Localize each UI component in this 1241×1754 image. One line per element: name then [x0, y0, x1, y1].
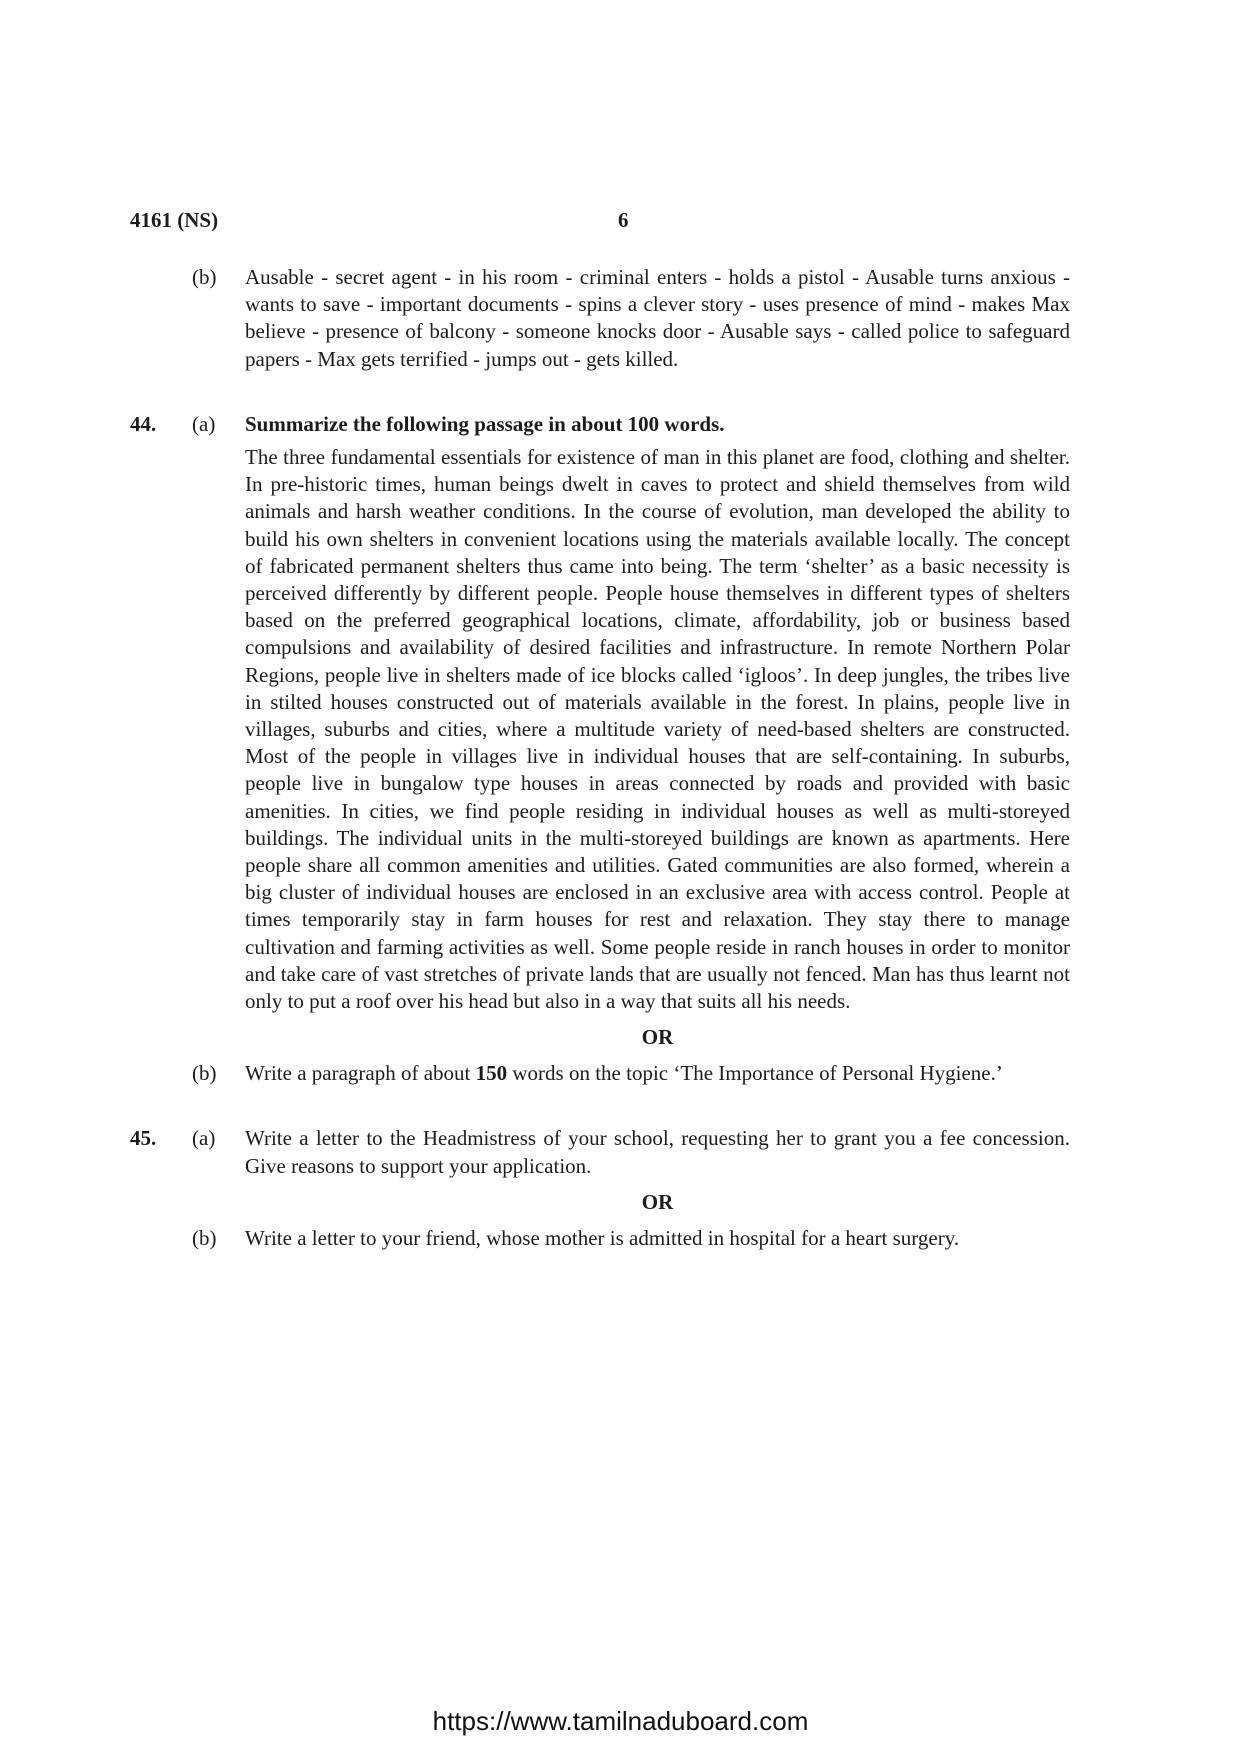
question-heading: Summarize the following passage in about 100 words.: [245, 411, 725, 436]
part-label: (a): [192, 1126, 216, 1151]
question-text: Write a letter to your friend, whose mother is admitted in hospital for a heart surgery.: [245, 1225, 960, 1250]
question-45a: [130, 1125, 1070, 1179]
question-number: 45.: [130, 1126, 157, 1151]
question-text: Write a letter to the Headmistress of your school, requesting her to grant you a fee concession. Give reasons to support your application.: [245, 1126, 1070, 1178]
question-45b: [130, 1225, 1070, 1252]
footer-url: https://www.tamilnaduboard.com: [432, 1706, 809, 1736]
question-content: [130, 264, 1070, 1252]
part-label: (b): [192, 1225, 217, 1250]
question-number: 44.: [130, 411, 157, 436]
part-label: (a): [192, 411, 216, 436]
word-count: 150: [475, 1061, 508, 1086]
text-segment: Write a paragraph of about: [245, 1061, 476, 1086]
or-separator: OR: [641, 1025, 674, 1050]
passage-text: The three fundamental essentials for existence of man in this planet are food, clothing and shelter. In pre-historic times, human beings dwelt in caves to protect and shield themselves from wild animals and harsh weather conditions. In the course of evolution, man developed the ability to build his own shelters in convenient locations using the materials available locally. The concept of fabricated permanent shelters thus came into being. The term ‘shelter’ as a basic necessity is perceived differently by different people. People house themselves in different types of shelters based on the preferred geographical locations, climate, affordability, job or business based compulsions and availability of desired facilities and infrastructure. In remote Northern Polar Regions, people live in shelters made of ice blocks called ‘igloos’. In deep jungles, the tribes live in stilted houses constructed out of materials available in the forest. In plains, people live in villages, suburbs and cities, where a multitude variety of need-based shelters are constructed. Most of the people in villages live in individual houses that are self-containing. In suburbs, people live in bungalow type houses in areas connected by roads and provided with basic amenities. In cities, we find people residing in individual houses as well as multi-storeyed buildings. The individual units in the multi-storeyed buildings are known as apartments. Here people share all common amenities and utilities. Gated communities are also formed, wherein a big cluster of individual houses are enclosed in an exclusive area with access control. People at times temporarily stay in farm houses for rest and relaxation. They stay there to manage cultivation and farming activities as well. Some people reside in ranch houses in order to monitor and take care of vast stretches of private lands that are usually not fenced. Man has thus learnt not only to put a roof over his head but also in a way that suits all his needs.: [245, 445, 1070, 1014]
page-header: [130, 208, 1070, 238]
text-segment: words on the topic ‘The Importance of Personal Hygiene.’: [507, 1061, 1003, 1086]
paper-code: 4161 (NS): [130, 208, 219, 232]
question-44a: [130, 411, 1070, 1015]
question-44b: [130, 1060, 1070, 1087]
question-43b: [130, 264, 1070, 373]
part-label: (b): [192, 1061, 217, 1086]
part-label: (b): [192, 265, 217, 289]
page-number: 6: [618, 208, 629, 232]
or-separator: OR: [641, 1189, 674, 1214]
question-text: [245, 1060, 1070, 1087]
question-text: Ausable - secret agent - in his room - criminal enters - holds a pistol - Ausable turns anxious - wants to save - important documents - spins a clever story - uses presence of mind - makes Max believe - presence of balcony - someone knocks door - Ausable says - called police to safeguard papers - Max gets terrified - jumps out - gets killed.: [245, 265, 1070, 371]
